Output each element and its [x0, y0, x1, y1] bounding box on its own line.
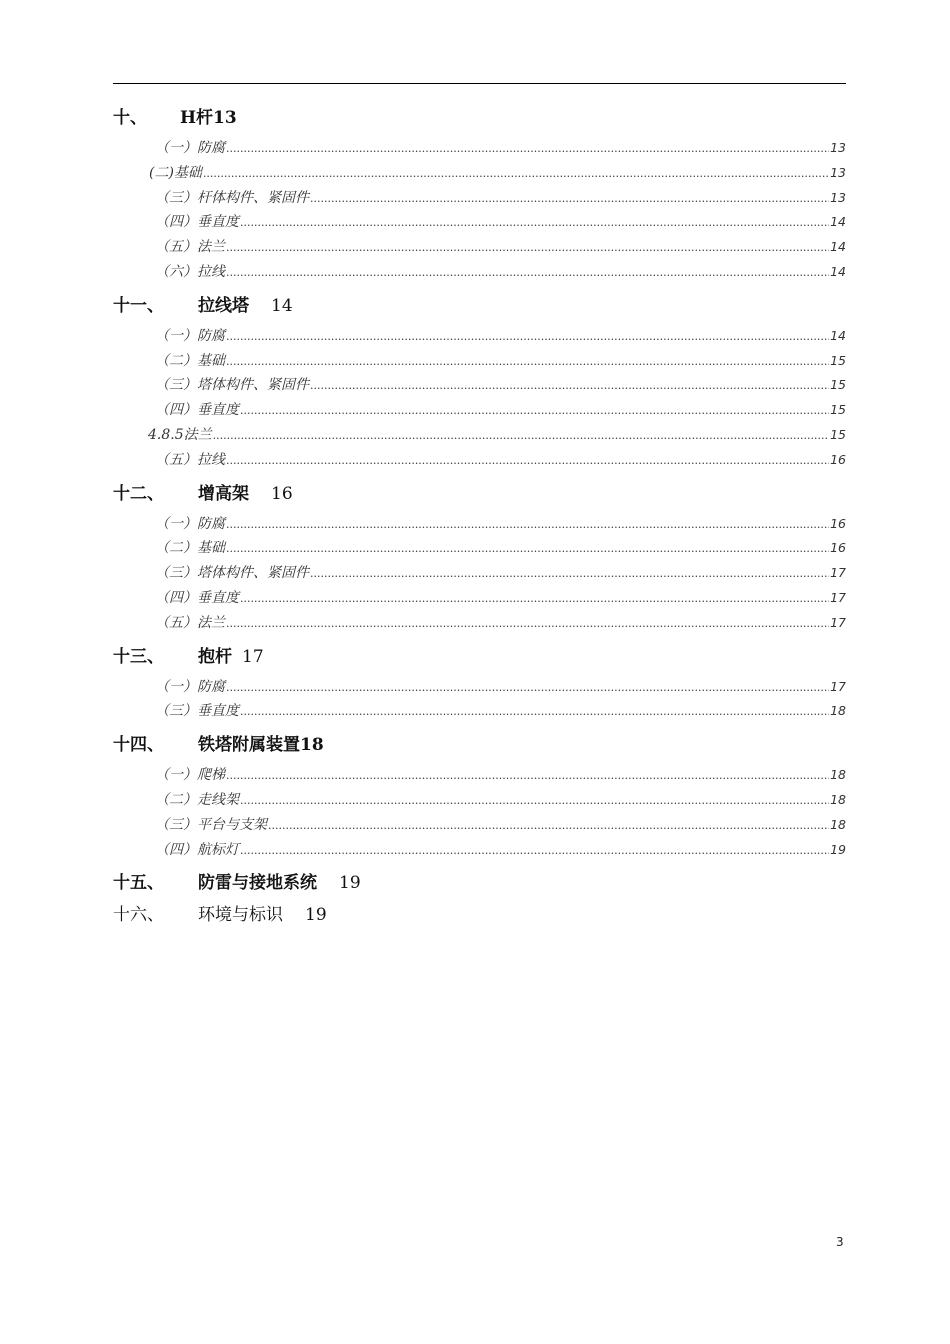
toc-entry[interactable]: [113, 162, 846, 187]
entry-label: (二)基础: [149, 164, 202, 181]
toc-entry[interactable]: [113, 424, 846, 449]
toc-section: [113, 476, 846, 637]
entry-page: 15: [830, 402, 846, 418]
dot-leader: [240, 592, 829, 605]
entry-page: 16: [830, 540, 846, 556]
toc-entry[interactable]: [113, 764, 846, 789]
entry-label: （二）基础: [155, 540, 225, 557]
entry-label: 4.8.5法兰: [148, 426, 212, 443]
entry-label: （六）拉线: [155, 263, 225, 280]
toc-section: [113, 639, 846, 726]
section-page: 19: [305, 905, 327, 926]
section-number: 十二、: [113, 483, 164, 504]
entry-label: （三）垂直度: [155, 703, 239, 720]
toc-heading[interactable]: [113, 288, 846, 325]
entry-page: 18: [830, 816, 846, 832]
entry-page: 17: [830, 589, 846, 605]
entry-page: 17: [830, 678, 846, 694]
toc-section: [113, 100, 846, 286]
dot-leader: [310, 379, 829, 392]
toc-entry[interactable]: [113, 211, 846, 236]
entry-page: 19: [830, 841, 846, 857]
toc-entry[interactable]: [113, 839, 846, 864]
section-title: H杆13: [180, 108, 237, 128]
entry-label: （五）法兰: [155, 614, 225, 631]
section-title: 拉线塔: [198, 295, 249, 316]
entry-label: （三）塔体构件、紧固件: [155, 565, 309, 582]
entry-page: 16: [830, 515, 846, 531]
entry-page: 15: [830, 426, 846, 442]
toc-section: [113, 865, 846, 902]
entry-label: （四）航标灯: [155, 841, 239, 858]
entry-page: 14: [830, 327, 846, 343]
section-page: 17: [242, 646, 264, 667]
dot-leader: [240, 794, 829, 807]
section-number: 十一、: [113, 295, 164, 316]
entry-page: 14: [830, 214, 846, 230]
dot-leader: [240, 404, 829, 417]
toc-heading[interactable]: [113, 476, 846, 513]
entry-page: 15: [830, 377, 846, 393]
entry-label: （五）法兰: [155, 239, 225, 256]
entry-label: （三）杆体构件、紧固件: [155, 189, 309, 206]
dot-leader: [310, 567, 829, 580]
section-title: 增高架: [198, 483, 249, 504]
toc-section: [113, 288, 846, 474]
entry-label: （二）走线架: [155, 791, 239, 808]
entry-label: （一）防腐: [155, 140, 225, 156]
entry-page: 13: [830, 164, 846, 180]
toc-entry[interactable]: [113, 325, 846, 350]
toc-entry[interactable]: [113, 449, 846, 474]
dot-leader: [203, 167, 829, 180]
toc-entry[interactable]: [113, 399, 846, 424]
entry-page: 14: [830, 239, 846, 255]
entry-page: 18: [830, 791, 846, 807]
dot-leader: [226, 542, 829, 555]
section-title: 环境与标识: [198, 905, 283, 926]
section-number: 十四、: [113, 735, 164, 756]
entry-label: （一）爬梯: [155, 767, 225, 784]
section-page: 16: [271, 483, 293, 504]
entry-label: （一）防腐: [155, 678, 225, 695]
entry-page: 15: [830, 352, 846, 368]
section-page: 14: [271, 295, 293, 316]
header-rule: [113, 83, 846, 84]
dot-leader: [226, 454, 829, 467]
entry-label: （四）垂直度: [155, 402, 239, 419]
section-number: 十三、: [113, 646, 164, 667]
toc-heading[interactable]: [113, 100, 846, 137]
section-number: 十六、: [113, 905, 164, 926]
toc-heading[interactable]: [113, 639, 846, 676]
dot-leader: [240, 216, 829, 229]
entry-page: 14: [830, 263, 846, 279]
entry-label: （二）基础: [155, 352, 225, 369]
section-number: 十五、: [113, 873, 164, 894]
page-number: 3: [836, 1235, 844, 1249]
dot-leader: [240, 705, 829, 718]
dot-leader: [268, 819, 829, 832]
entry-page: 17: [830, 565, 846, 581]
dot-leader: [226, 355, 829, 368]
section-title: 防雷与接地系统: [198, 873, 317, 894]
dot-leader: [226, 266, 829, 279]
toc-entry[interactable]: [113, 537, 846, 562]
section-title: 抱杆: [198, 646, 232, 667]
dot-leader: [213, 429, 829, 442]
dot-leader: [226, 241, 829, 254]
entry-label: （四）垂直度: [155, 214, 239, 231]
toc-heading[interactable]: [113, 904, 846, 934]
toc-entry[interactable]: [113, 350, 846, 375]
toc-section: [113, 727, 846, 863]
section-title: 铁塔附属装置18: [198, 735, 324, 756]
dot-leader: [240, 844, 829, 857]
entry-label: （五）拉线: [155, 451, 225, 468]
entry-label: （四）垂直度: [155, 589, 239, 606]
entry-label: （三）塔体构件、紧固件: [155, 377, 309, 394]
entry-page: 13: [830, 140, 846, 155]
entry-page: 17: [830, 614, 846, 630]
entry-label: （一）防腐: [155, 327, 225, 344]
dot-leader: [226, 330, 829, 343]
entry-page: 16: [830, 451, 846, 467]
entry-label: （三）平台与支架: [155, 816, 267, 833]
toc-heading[interactable]: [113, 865, 846, 902]
toc-entry[interactable]: [113, 612, 846, 637]
toc-entry[interactable]: [113, 587, 846, 612]
toc-entry[interactable]: [113, 676, 846, 701]
toc-entry[interactable]: [113, 700, 846, 725]
section-page: 19: [339, 873, 361, 894]
toc-entry[interactable]: [113, 562, 846, 587]
dot-leader: [310, 192, 829, 205]
section-number: 十、: [113, 108, 147, 128]
toc-entry[interactable]: [113, 236, 846, 261]
dot-leader: [226, 142, 829, 155]
toc-entry[interactable]: [113, 814, 846, 839]
toc-section: [113, 904, 846, 934]
toc-entry[interactable]: [113, 137, 846, 162]
toc-heading[interactable]: [113, 727, 846, 764]
toc-entry[interactable]: [113, 374, 846, 399]
entry-page: 13: [830, 189, 846, 205]
entry-page: 18: [830, 767, 846, 783]
entry-page: 18: [830, 703, 846, 719]
dot-leader: [226, 681, 829, 694]
toc-entry[interactable]: [113, 789, 846, 814]
toc-entry[interactable]: [113, 261, 846, 286]
entry-label: （一）防腐: [155, 515, 225, 532]
dot-leader: [226, 518, 829, 531]
table-of-contents: [113, 100, 846, 936]
dot-leader: [226, 769, 829, 782]
dot-leader: [226, 617, 829, 630]
toc-entry[interactable]: [113, 513, 846, 538]
toc-entry[interactable]: [113, 187, 846, 212]
